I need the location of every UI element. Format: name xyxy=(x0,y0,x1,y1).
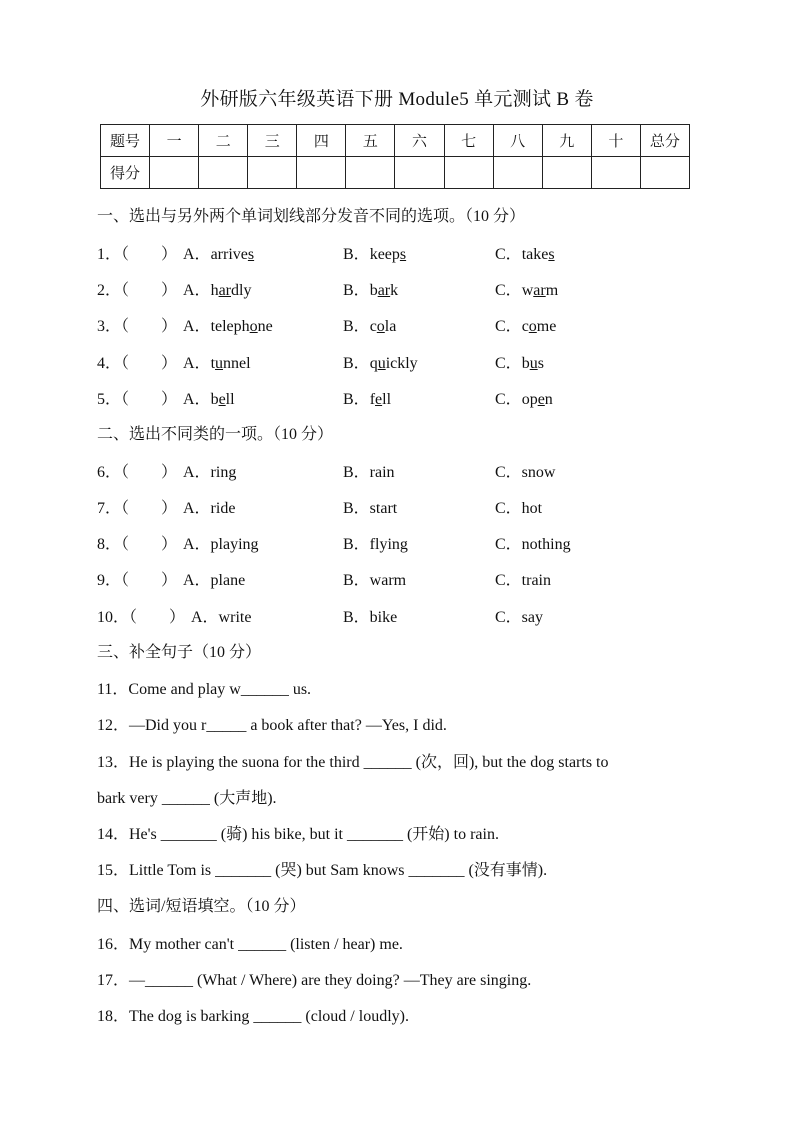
score-input-cell[interactable] xyxy=(150,157,199,189)
question-number: 1．（ ） xyxy=(97,246,178,263)
option-a[interactable]: A．ride xyxy=(183,500,236,517)
section-heading-3: 三、补全句子（10 分） xyxy=(97,644,262,661)
question-7 xyxy=(97,495,177,518)
option-b[interactable]: B．fell xyxy=(343,391,392,408)
option-a[interactable]: A．hardly xyxy=(183,282,252,299)
option-b[interactable]: B．keeps xyxy=(343,246,407,263)
score-input-cell[interactable] xyxy=(493,157,542,189)
table-cell: 题号 xyxy=(101,125,150,157)
option-c[interactable]: C．snow xyxy=(495,464,556,481)
score-input-cell[interactable] xyxy=(199,157,248,189)
question-10 xyxy=(97,604,185,627)
option-c[interactable]: C．train xyxy=(495,572,551,589)
question-8 xyxy=(97,531,177,554)
table-cell: 二 xyxy=(199,125,248,157)
option-c[interactable]: C．takes xyxy=(495,246,555,263)
option-c[interactable]: C．bus xyxy=(495,355,544,372)
question-number: 7．（ ） xyxy=(97,500,178,517)
table-cell: 三 xyxy=(248,125,297,157)
option-c[interactable]: C．open xyxy=(495,391,553,408)
question-16: 16．My mother can't ______ (listen / hear) me. xyxy=(97,936,403,953)
score-input-cell[interactable] xyxy=(346,157,395,189)
question-15: 15．Little Tom is _______ (哭) but Sam knows _______ (没有事情). xyxy=(97,862,548,879)
question-6 xyxy=(97,459,177,482)
section-heading-1: 一、选出与另外两个单词划线部分发音不同的选项。（10 分） xyxy=(97,208,526,225)
score-input-cell[interactable] xyxy=(640,157,689,189)
table-cell: 总分 xyxy=(640,125,689,157)
question-13: 13．He is playing the suona for the third ______ (次，回), but the dog starts to xyxy=(97,754,609,771)
question-number: 2．（ ） xyxy=(97,282,178,299)
score-input-cell[interactable] xyxy=(248,157,297,189)
question-14: 14．He's _______ (骑) his bike, but it _______ (开始) to rain. xyxy=(97,826,499,843)
score-table-score-row xyxy=(101,157,690,189)
table-cell: 九 xyxy=(542,125,591,157)
table-cell: 一 xyxy=(150,125,199,157)
page-title: 外研版六年级英语下册 Module5 单元测试 B 卷 xyxy=(200,89,594,110)
score-table-header-row xyxy=(101,125,690,157)
question-3 xyxy=(97,313,177,336)
question-number: 3．（ ） xyxy=(97,318,178,335)
question-number: 9．（ ） xyxy=(97,572,178,589)
question-11: 11．Come and play w______ us. xyxy=(97,681,312,698)
option-c[interactable]: C．warm xyxy=(495,282,559,299)
option-a[interactable]: A．ring xyxy=(183,464,237,481)
question-number: 4．（ ） xyxy=(97,355,178,372)
option-c[interactable]: C．hot xyxy=(495,500,543,517)
option-b[interactable]: B．bike xyxy=(343,609,398,626)
question-12: 12．—Did you r_____ a book after that? —Yes, I did. xyxy=(97,717,447,734)
option-a[interactable]: A．bell xyxy=(183,391,235,408)
question-13-continued: bark very ______ (大声地). xyxy=(97,790,277,807)
option-c[interactable]: C．come xyxy=(495,318,557,335)
option-b[interactable]: B．flying xyxy=(343,536,408,553)
question-18: 18．The dog is barking ______ (cloud / loudly). xyxy=(97,1008,409,1025)
score-input-cell[interactable] xyxy=(444,157,493,189)
option-a[interactable]: A．write xyxy=(191,609,252,626)
option-b[interactable]: B．cola xyxy=(343,318,397,335)
table-cell: 六 xyxy=(395,125,444,157)
option-a[interactable]: A．arrives xyxy=(183,246,255,263)
score-table xyxy=(100,124,690,189)
question-number: 5．（ ） xyxy=(97,391,178,408)
option-a[interactable]: A．plane xyxy=(183,572,246,589)
question-17: 17．—______ (What / Where) are they doing? —They are singing. xyxy=(97,972,532,989)
option-c[interactable]: C．say xyxy=(495,609,544,626)
option-b[interactable]: B．quickly xyxy=(343,355,418,372)
option-b[interactable]: B．warm xyxy=(343,572,407,589)
question-4 xyxy=(97,350,177,373)
question-number: 6．（ ） xyxy=(97,464,178,481)
question-number: 8．（ ） xyxy=(97,536,178,553)
option-b[interactable]: B．bark xyxy=(343,282,399,299)
table-cell: 八 xyxy=(493,125,542,157)
question-1 xyxy=(97,241,177,264)
option-b[interactable]: B．start xyxy=(343,500,398,517)
table-cell: 四 xyxy=(297,125,346,157)
option-a[interactable]: A．playing xyxy=(183,536,259,553)
question-number: 10．（ ） xyxy=(97,609,186,626)
table-cell: 得分 xyxy=(101,157,150,189)
option-a[interactable]: A．telephone xyxy=(183,318,273,335)
score-input-cell[interactable] xyxy=(395,157,444,189)
question-9 xyxy=(97,567,177,590)
section-heading-2: 二、选出不同类的一项。（10 分） xyxy=(97,426,334,443)
score-input-cell[interactable] xyxy=(591,157,640,189)
option-a[interactable]: A．tunnel xyxy=(183,355,251,372)
section-heading-4: 四、选词/短语填空。（10 分） xyxy=(97,898,306,915)
option-b[interactable]: B．rain xyxy=(343,464,395,481)
table-cell: 五 xyxy=(346,125,395,157)
table-cell: 七 xyxy=(444,125,493,157)
score-input-cell[interactable] xyxy=(297,157,346,189)
table-cell: 十 xyxy=(591,125,640,157)
score-input-cell[interactable] xyxy=(542,157,591,189)
option-c[interactable]: C．nothing xyxy=(495,536,571,553)
question-5 xyxy=(97,386,177,409)
question-2 xyxy=(97,277,177,300)
